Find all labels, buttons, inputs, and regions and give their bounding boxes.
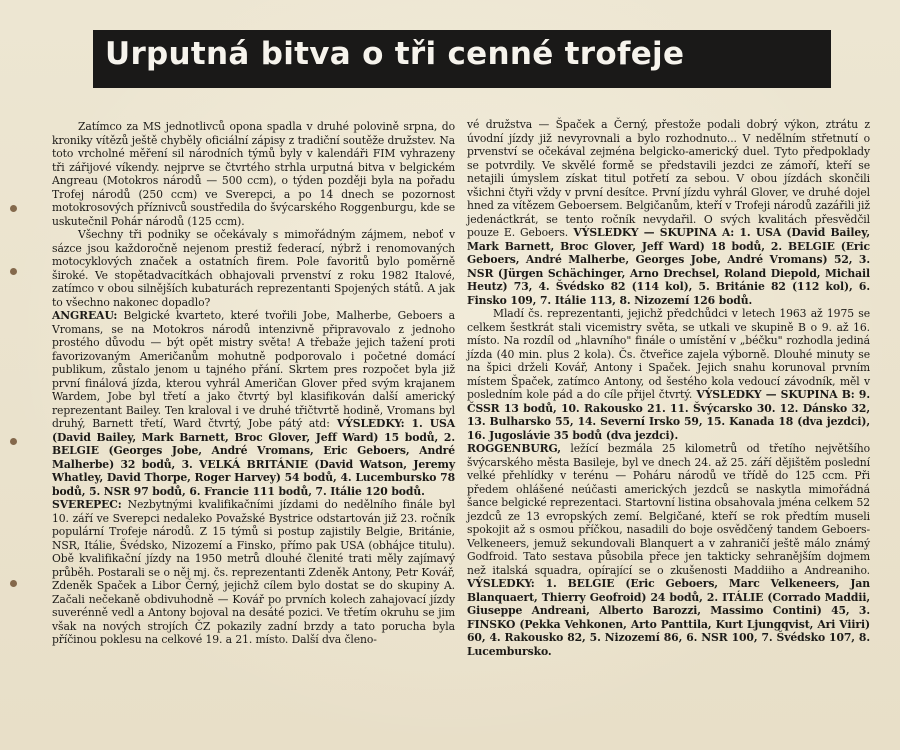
sverepec-section xyxy=(52,498,455,647)
binding-hole xyxy=(10,268,17,275)
sverepec-text: Nezbytnými kvalifikačními jízdami do nedělního finále byl 10. září ve Sverepci nedaleko Považské Bystrice odstartován již 23. ročník populární Trofeje národů. Z 15 týmů si postup zajistily Belgie, Británie, NSR, Itálie, Švédsko, Nizozemí a Finsko, přímo pak USA (obhájce titulu). Obě kvalifikační jízdy na 1950 metrů dlouhé členité trati měly zajímavý průběh. Postarali se o něj mj. čs. reprezentanti Zdeněk Antony, Petr Kovář, Zdeněk Spaček a Libor Černý, jejichž cílem bylo dostat se do skupiny A. Začali nečekaně obdivuhodně — Kovář po prvních kolech zahajovací jízdy suverénně vedl a Antony bojoval na desáté pozici. Ve třetím okruhu se jim však na nových strojích ČZ pokazily zadní brzdy a tato porucha byla příčinou poklesu na celkové 19. a 21. místo. Další dva členo- xyxy=(52,498,455,646)
article-column-left xyxy=(52,120,455,647)
binding-holes xyxy=(0,0,40,750)
sverepec-label: SVEREPEC: xyxy=(52,498,122,511)
binding-hole xyxy=(10,580,17,587)
roggenburg-section xyxy=(467,442,870,658)
headline-banner xyxy=(93,30,831,88)
roggenburg-results: VÝSLEDKY: 1. BELGIE (Eric Geboers, Marc Velkeneers, Jan Blanquaert, Thierry Geofroid) 24 bodů, 2. ITÁLIE (Corrado Maddii, Giuseppe Andreani, Alberto Barozzi, Massimo Contini) 45, 3. FINSKO (Pekka Vehkonen, Arto Panttila, Kurt Ljungqvist, Ari Viiri) 60, 4. Rakousko 82, 5. Nizozemí 86, 6. NSR 100, 7. Švédsko 107, 8. Lucembursko. xyxy=(467,577,870,658)
trophy-text: vé družstva — Špaček a Černý, přestože podali dobrý výkon, ztrátu z úvodní jízdy již nevyrovnali a bylo rozhodnuto... V nedělním střetnutí o prvenství se očekával zejména belgicko-americký duel. Tyto předpoklady se potvrdily. Ve skvělé formě se představili jezdci ze zámoří, kteří se netajili úmyslem získat titul potřetí za sebou. V obou jízdách skončili všichni čtyři vždy v první desítce. První jízdu vyhrál Glover, ve druhé dojel hned za vítězem Geboersem. Belgičanům, kteří v Trofeji národů zazářili již jedenáctkrát, se tento ročník nevydařil. O svých kvalitách přesvědčil pouze E. Geboers. xyxy=(467,118,870,239)
binding-hole xyxy=(10,205,17,212)
favorites-paragraph: Všechny tři podniky se očekávaly s mimořádným zájmem, neboť v sázce jsou každoročně nejenom prestiž federací, nýbrž i renomovaných motocyklových značek a ostatních firem. Pole favoritů bylo poměrně široké. Ve stopětadvacítkách obhajovali prvenství z roku 1982 Italové, zatímco v obou silnějších kubaturách reprezentanti Spojených států. A jak to všechno nakonec dopadlo? xyxy=(52,228,455,309)
group-a-results: VÝSLEDKY — SKUPINA A: 1. USA (David Bailey, Mark Barnett, Broc Glover, Jeff Ward) 18 bodů, 2. BELGIE (Eric Geboers, André Malherbe, Georges Jobe, André Vromans) 52, 3. NSR (Jürgen Schächinger, Arno Drechsel, Roland Diepold, Michail Heutz) 73, 4. Švédsko 82 (114 kol), 5. Británie 82 (112 kol), 6. Finsko 109, 7. Itálie 113, 8. Nizozemí 126 bodů. xyxy=(467,226,870,307)
angreau-section xyxy=(52,309,455,498)
headline-title: Urputná bitva o tři cenné trofeje xyxy=(105,36,685,72)
binding-hole xyxy=(10,438,17,445)
roggenburg-text: ležící bezmála 25 kilometrů od třetího největšího švýcarského města Basileje, byl ve dnech 24. až 25. září dějištěm poslední velké přehlídky v terénu — Poháru národů ve třídě do 125 ccm. Při předem ohlášené neúčasti amerických jezdců se naskytla mimořádná šance belgické reprezentaci. Startovní listina obsahovala jména celkem 52 jezdců ze 13 evropských zemí. Belgičané, kteří se rok předtím museli spokojit až s osmou příčkou, nasadili do boje osvědčený tandem Geboers-Velkeneers, jemuž sekundovali Blanquert a v zahraničí ještě málo známý Godfroid. Tato sestava působila přece jen takticky sehranějším dojmem než italská squadra, opírající se o zkušenosti Maddiiho a Andreaniho. xyxy=(467,442,870,577)
article-column-right xyxy=(467,118,870,658)
angreau-results: VÝSLEDKY: 1. USA (David Bailey, Mark Barnett, Broc Glover, Jeff Ward) 15 bodů, 2. BELGIE (Georges Jobe, André Vromans, Eric Geboers, André Malherbe) 32 bodů, 3. VELKÁ BRITÁNIE (David Watson, Jeremy Whatley, David Thorpe, Roger Harvey) 54 bodů, 4. Lucembursko 78 bodů, 5. NSR 97 bodů, 6. Francie 111 bodů, 7. Itálie 120 bodů. xyxy=(52,417,455,498)
angreau-label: ANGREAU: xyxy=(52,309,118,322)
group-b-results: VÝSLEDKY — SKUPINA B: 9. ČSSR 13 bodů, 10. Rakousko 21. 11. Švýcarsko 30. 12. Dánsko 32, 13. Bulharsko 55, 14. Severní Irsko 59, 15. Kanada 18 (dva jezdci), 16. Jugoslávie 35 bodů (dva jezdci). xyxy=(467,388,870,442)
roggenburg-label: ROGGENBURG, xyxy=(467,442,561,455)
czech-team-text: Mladí čs. reprezentanti, jejichž předchůdci v letech 1963 až 1975 se celkem šestkrát stali vicemistry světa, se utkali ve skupině B o 9. až 16. místo. Na rozdíl od „hlavního" finále o umístění v „béčku" rozhodla jediná jízda (40 min. plus 2 kola). Čs. čtveřice zajela výborně. Dlouhé minuty se na špici drželi Kovář, Antony i Spaček. Jejich snahu korunoval prvním místem Špaček, zatímco Antony, od šestého kola vedoucí závodník, měl v posledním kole pád a do cíle přijel čtvrtý. xyxy=(467,307,870,401)
trophy-paragraph xyxy=(467,118,870,307)
czech-team-paragraph xyxy=(467,307,870,442)
angreau-text: Belgické kvarteto, které tvořili Jobe, Malherbe, Geboers a Vromans, se na Motokros národů intenzivně připravovalo z jednoho prostého důvodu — být opět mistry světa! A třebaže jejich tažení proti favorizovaným Američanům mohutně podporovalo i početné domácí publikum, zůstalo jenom u tajného přání. Skrtem pres rozpočet byla již první finálová jízda, kterou vyhrál Američan Glover před svým krajanem Wardem, Jobe byl třetí a jako čtvrtý byl klasifikován další americký reprezentant Bailey. Ten kraloval i ve druhé třičtvrtě hodině, Vromans byl druhý, Barnett třetí, Ward čtvrtý, Jobe pátý atd: xyxy=(52,309,455,430)
intro-paragraph: Zatímco za MS jednotlivců opona spadla v druhé polovině srpna, do kroniky vítězů ještě chyběly oficiální zápisy z tradiční soutěže družstev. Na toto vrcholné měření sil národních týmů byly v kalendáři FIM vyhrazeny tři zářijové víkendy. nejprve se čtvrtého strhla urputná bitva v belgickém Angreau (Motokros národů — 500 ccm), o týden později byla na pořadu Trofej národů (250 ccm) ve Sverepci, a po 14 dnech se pozornost motokrosových příznivců soustředila do švýcarského Roggenburgu, kde se uskutečnil Pohár národů (125 ccm). xyxy=(52,120,455,228)
